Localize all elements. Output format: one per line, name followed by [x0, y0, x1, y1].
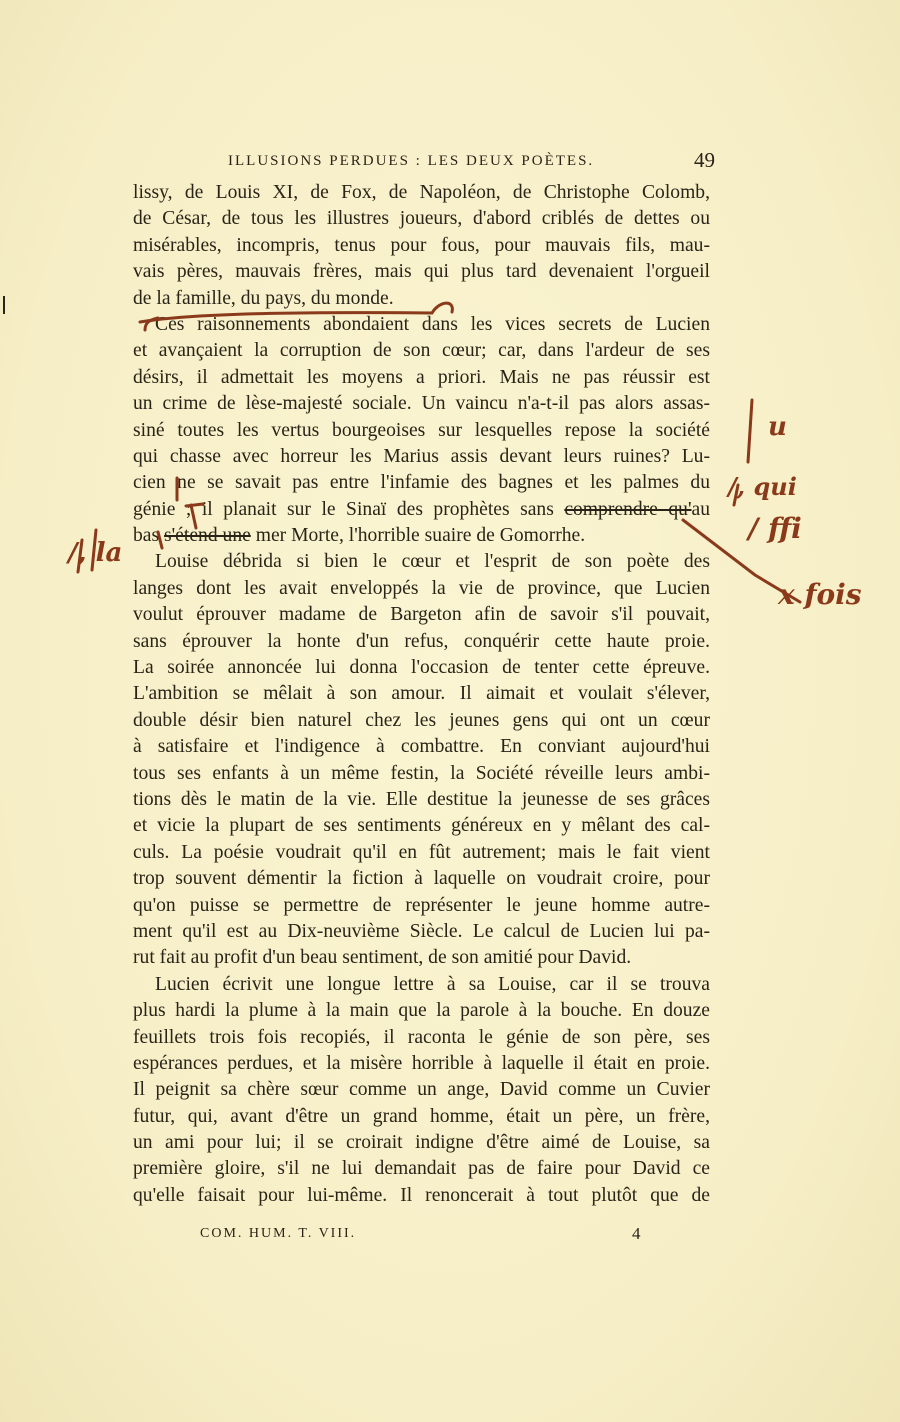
- text-line: culs. La poésie voudrait qu'il en fût autrement; mais le fait vient: [133, 841, 710, 863]
- text-line: trop souvent démentir la fiction à laquelle on voudrait croire, pour: [133, 868, 710, 890]
- page-header: [200, 150, 715, 176]
- line-tail: au: [691, 498, 710, 520]
- margin-annotation: / ffi: [748, 512, 802, 545]
- text-line: Il peignit sa chère sœur comme un ange, David comme un Cuvier: [133, 1079, 710, 1101]
- text-line: voulut éprouver madame de Bargeton afin de savoir s'il pouvait,: [133, 604, 710, 626]
- line-tail: mer Morte, l'horrible suaire de Gomorrhe.: [250, 525, 586, 547]
- text-line: tions dès le matin de la vie. Elle destitue la jeunesse de ses grâces: [133, 788, 710, 810]
- text-line: lissy, de Louis XI, de Fox, de Napoléon, de Christophe Colomb,: [133, 182, 710, 203]
- text-line: tous ses enfants à un même festin, la Société réveille leurs ambi-: [133, 762, 710, 784]
- struck-word: s'étend une: [164, 525, 251, 547]
- running-title: ILLUSIONS PERDUES : LES DEUX POÈTES.: [228, 153, 595, 169]
- text-line: de la famille, du pays, du monde.: [133, 287, 394, 309]
- text-line-corrected: [133, 523, 710, 549]
- margin-annotation: /, qui: [728, 472, 797, 501]
- text-line: L'ambition se mêlait à son amour. Il aimait et voulait s'élever,: [133, 683, 710, 705]
- text-line: sans éprouver la honte d'un refus, conquérir cette haute proie.: [133, 630, 710, 652]
- text-line: siné toutes les vertus bourgeoises sur lesquelles repose la société: [133, 419, 710, 441]
- text-line: qui chasse avec horreur les Marius assis devant leurs ruines? Lu-: [133, 445, 710, 467]
- text-line: à satisfaire et l'indigence à combattre. En conviant aujourd'hui: [133, 736, 710, 758]
- margin-annotation: u: [768, 412, 787, 442]
- signature-mark: COM. HUM. T. VIII.: [200, 1226, 357, 1241]
- text-line: Ces raisonnements abondaient dans les vices secrets de Lucien: [155, 313, 710, 335]
- text-line: plus hardi la plume à la main que la parole à la bouche. En douze: [133, 1000, 710, 1022]
- text-line: rut fait au profit d'un beau sentiment, de son amitié pour David.: [133, 947, 632, 969]
- struck-word: comprendre qu': [564, 498, 692, 520]
- text-line: de César, de tous les illustres joueurs, d'abord criblés de dettes ou: [133, 208, 710, 230]
- text-line: et vicie la plupart de ses sentiments généreux en y mêlant des cal-: [133, 815, 710, 837]
- text-line: futur, qui, avant d'être un grand homme, était un père, un frère,: [133, 1105, 710, 1127]
- margin-annotation: x fois: [778, 578, 862, 611]
- text-line: misérables, incompris, tenus pour fous, pour mauvais fils, mau-: [133, 234, 710, 256]
- text-line: un ami pour lui; il se croirait indigne d'être aimé de Louise, sa: [133, 1132, 710, 1154]
- text-line: première gloire, s'il ne lui demandait pas de faire pour David ce: [133, 1158, 710, 1180]
- edge-mark: [3, 296, 5, 314]
- margin-bar-1: [748, 400, 752, 462]
- text-line: double désir bien naturel chez les jeunes gens qui ont un cœur: [133, 709, 710, 731]
- text-line: langes dont les avait enveloppés la vie de province, que Lucien: [133, 577, 710, 599]
- text-line-corrected: [133, 497, 710, 523]
- line-start: génie ; il planait sur le Sinaï des prophètes sans: [133, 498, 554, 520]
- text-line: cien ne se savait pas entre l'infamie des bagnes et les palmes du: [133, 472, 710, 494]
- text-line: ment qu'il est au Dix-neuvième Siècle. Le calcul de Lucien lui pa-: [133, 920, 710, 942]
- page-footer: [200, 1226, 650, 1250]
- text-line: espérances perdues, et la misère horrible à laquelle il était en proie.: [133, 1052, 710, 1074]
- line-start: bas: [133, 525, 160, 547]
- sheet-number: 4: [632, 1224, 641, 1243]
- body-text: [133, 180, 710, 1209]
- text-line: feuillets trois fois recopiés, il raconta le génie de son père, ses: [133, 1026, 710, 1048]
- margin-annotation: /, la: [68, 538, 123, 568]
- text-line: qu'on puisse se permettre de représenter le jeune homme autre-: [133, 894, 710, 916]
- text-line: vais pères, mauvais frères, mais qui plus tard devenaient l'orgueil: [133, 261, 710, 283]
- text-line: La soirée annoncée lui donna l'occasion de tenter cette épreuve.: [133, 657, 710, 679]
- text-line: Louise débrida si bien le cœur et l'esprit de son poète des: [155, 551, 710, 573]
- text-line: Lucien écrivit une longue lettre à sa Louise, car il se trouva: [155, 973, 710, 995]
- text-line: qu'elle faisait pour lui-même. Il renoncerait à tout plutôt que de: [133, 1184, 710, 1206]
- text-line: un crime de lèse-majesté sociale. Un vaincu n'a-t-il pas alors assas-: [133, 393, 710, 415]
- page-number: 49: [694, 148, 715, 172]
- text-line: désirs, il admettait les moyens a priori. Mais ne pas réussir est: [133, 366, 710, 388]
- text-line: et avançaient la corruption de son cœur; car, dans l'ardeur de ses: [133, 340, 710, 362]
